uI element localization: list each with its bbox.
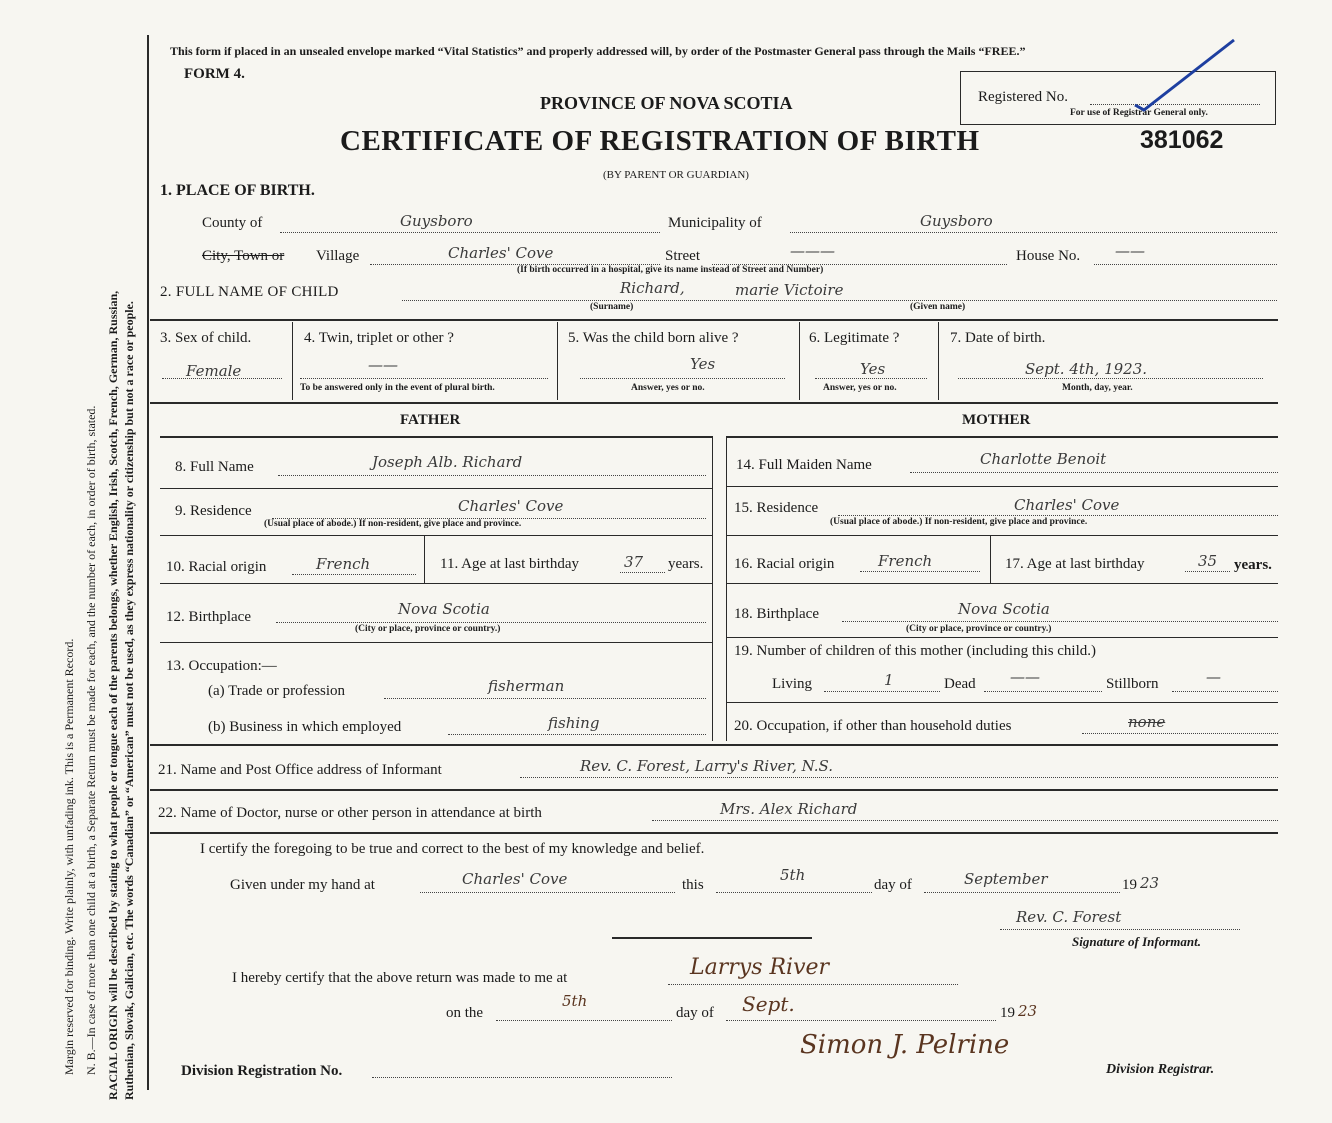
- twin-label: 4. Twin, triplet or other ?: [304, 330, 454, 346]
- dead-value: ——: [1010, 668, 1040, 686]
- sex-label: 3. Sex of child.: [160, 330, 252, 346]
- street-label: Street: [665, 248, 700, 264]
- city-label: City, Town or: [202, 248, 285, 264]
- dayof-label: day of: [874, 877, 912, 893]
- racial-note-2: Ruthenian, Slovak, Galician, etc. The words “Canadian” or “American” must not be used, as they express nationality or citizenship but not a race or people.: [122, 301, 136, 1100]
- surname-note: (Surname): [590, 302, 634, 312]
- father-age-unit: years.: [668, 556, 704, 572]
- father-racial-label: 10. Racial origin: [166, 559, 267, 575]
- village-label: Village: [316, 248, 360, 264]
- father-business-value: fishing: [548, 714, 600, 732]
- informant-label: 21. Name and Post Office address of Informant: [158, 762, 442, 778]
- form-number: FORM 4.: [184, 66, 245, 82]
- father-age-value: 37: [624, 553, 644, 571]
- nb-note: N. B.—In case of more than one child at a birth, a Separate Return must be made for each, and the number of each, in order of birth, stated.: [84, 405, 98, 1075]
- twin-note: To be answered only in the event of plural birth.: [300, 383, 495, 393]
- date-label: 7. Date of birth.: [950, 330, 1046, 346]
- village-value: Charles' Cove: [448, 244, 554, 262]
- father-residence-label: 9. Residence: [175, 503, 252, 519]
- father-birthplace-note: (City or place, province or country.): [355, 624, 501, 634]
- mother-racial-label: 16. Racial origin: [734, 556, 835, 572]
- division-registration-label: Division Registration No.: [181, 1063, 343, 1079]
- onthe-label: on the: [446, 1005, 484, 1021]
- mother-racial-value: French: [878, 552, 933, 570]
- municipality-label: Municipality of: [668, 215, 762, 231]
- given-note: (Given name): [910, 302, 966, 312]
- father-birthplace-value: Nova Scotia: [398, 600, 490, 618]
- received-place: Larrys River: [690, 955, 830, 980]
- father-trade-value: fisherman: [488, 677, 565, 695]
- date-value: Sept. 4th, 1923.: [1025, 360, 1148, 378]
- mother-age-label: 17. Age at last birthday: [1005, 556, 1145, 572]
- given-year: 23: [1140, 874, 1160, 892]
- province-heading: PROVINCE OF NOVA SCOTIA: [540, 93, 793, 113]
- child-surname: Richard,: [620, 279, 685, 297]
- registered-label: Registered No.: [978, 89, 1068, 105]
- registered-note: For use of Registrar General only.: [1070, 108, 1208, 118]
- mother-children-label: 19. Number of children of this mother (including this child.): [734, 643, 1097, 659]
- father-name-label: 8. Full Name: [175, 459, 254, 475]
- child-given: marie Victoire: [735, 281, 844, 299]
- margin-note: Margin reserved for binding. Write plainly, with unfading ink. This is a Permanent Record.: [62, 638, 76, 1075]
- father-name-value: Joseph Alb. Richard: [372, 453, 523, 471]
- mail-notice: This form if placed in an unsealed envelope marked “Vital Statistics” and properly addressed will, by order of the Postmaster General pass through the Mails “FREE.”: [170, 44, 1026, 58]
- child-name-label: 2. FULL NAME OF CHILD: [160, 284, 339, 300]
- house-label: House No.: [1016, 248, 1081, 264]
- racial-note-1: RACIAL ORIGIN will be described by stating to what people or tongue each of the parents belongs, whether English, Irish, Scotch, French, German, Russian,: [106, 290, 120, 1100]
- received-month: Sept.: [742, 992, 795, 1016]
- legit-value: Yes: [860, 360, 886, 378]
- mother-birthplace-label: 18. Birthplace: [734, 606, 819, 622]
- received-year-prefix: 19: [1000, 1005, 1015, 1021]
- doctor-label: 22. Name of Doctor, nurse or other person in attendance at birth: [158, 805, 542, 821]
- legit-label: 6. Legitimate ?: [809, 330, 900, 346]
- place-heading: 1. PLACE OF BIRTH.: [160, 182, 315, 199]
- division-registrar-label: Division Registrar.: [1106, 1062, 1215, 1077]
- given-place: Charles' Cove: [462, 870, 568, 888]
- county-value: Guysboro: [400, 212, 473, 230]
- municipality-value: Guysboro: [920, 212, 993, 230]
- mother-residence-note: (Usual place of abode.) If non-resident, give place and province.: [830, 517, 1088, 527]
- twin-value: ——: [368, 356, 398, 374]
- street-value: ———: [790, 242, 835, 260]
- stillborn-value: —: [1206, 668, 1221, 686]
- page-subtitle: (BY PARENT OR GUARDIAN): [603, 169, 749, 181]
- received-year: 23: [1018, 1002, 1038, 1020]
- year-prefix: 19: [1122, 877, 1137, 893]
- mother-age-value: 35: [1198, 552, 1218, 570]
- mother-age-unit: years.: [1234, 557, 1272, 573]
- registrar-signature: Simon J. Pelrine: [800, 1030, 1010, 1060]
- mother-occupation-label: 20. Occupation, if other than household duties: [734, 718, 1012, 734]
- doctor-value: Mrs. Alex Richard: [720, 800, 858, 818]
- left-border: [147, 35, 149, 1090]
- legit-note: Answer, yes or no.: [823, 383, 897, 393]
- mother-heading: MOTHER: [962, 412, 1031, 428]
- father-birthplace-label: 12. Birthplace: [166, 609, 251, 625]
- alive-note: Answer, yes or no.: [631, 383, 705, 393]
- given-month: September: [964, 870, 1048, 888]
- living-value: 1: [884, 671, 894, 689]
- living-label: Living: [772, 676, 812, 692]
- father-racial-value: French: [316, 555, 371, 573]
- father-business-label: (b) Business in which employed: [208, 719, 402, 735]
- registration-number: 381062: [1140, 126, 1224, 154]
- given-label: Given under my hand at: [230, 877, 375, 893]
- house-value: ——: [1115, 242, 1145, 260]
- mother-occupation-value: none: [1128, 713, 1166, 731]
- hereby-statement: I hereby certify that the above return was made to me at: [232, 970, 568, 986]
- certify-statement: I certify the foregoing to be true and correct to the best of my knowledge and belief.: [200, 841, 705, 857]
- mother-name-label: 14. Full Maiden Name: [736, 457, 872, 473]
- father-residence-value: Charles' Cove: [458, 497, 564, 515]
- given-day: 5th: [780, 866, 806, 884]
- alive-label: 5. Was the child born alive ?: [568, 330, 739, 346]
- mother-birthplace-note: (City or place, province or country.): [906, 624, 1052, 634]
- mother-name-value: Charlotte Benoit: [980, 450, 1107, 468]
- alive-value: Yes: [690, 355, 716, 373]
- checkmark-icon: [1130, 35, 1240, 115]
- stillborn-label: Stillborn: [1106, 676, 1159, 692]
- received-dayof-label: day of: [676, 1005, 714, 1021]
- mother-residence-label: 15. Residence: [734, 500, 819, 516]
- received-day: 5th: [562, 992, 588, 1010]
- father-heading: FATHER: [400, 412, 461, 428]
- mother-residence-value: Charles' Cove: [1014, 496, 1120, 514]
- page-title: CERTIFICATE OF REGISTRATION OF BIRTH: [340, 125, 980, 157]
- informant-value: Rev. C. Forest, Larry's River, N.S.: [580, 757, 834, 775]
- this-label: this: [682, 877, 704, 893]
- father-age-label: 11. Age at last birthday: [440, 556, 579, 572]
- date-note: Month, day, year.: [1062, 383, 1133, 393]
- father-residence-note: (Usual place of abode.) If non-resident, give place and province.: [264, 519, 522, 529]
- father-occupation-label: 13. Occupation:—: [166, 658, 277, 674]
- sex-value: Female: [186, 362, 242, 380]
- signature-label: Signature of Informant.: [1072, 934, 1201, 949]
- county-label: County of: [202, 215, 263, 231]
- mother-birthplace-value: Nova Scotia: [958, 600, 1050, 618]
- informant-signature: Rev. C. Forest: [1016, 908, 1122, 926]
- father-trade-label: (a) Trade or profession: [208, 683, 346, 699]
- dead-label: Dead: [944, 676, 976, 692]
- hospital-note: (If birth occurred in a hospital, give its name instead of Street and Number): [517, 265, 824, 275]
